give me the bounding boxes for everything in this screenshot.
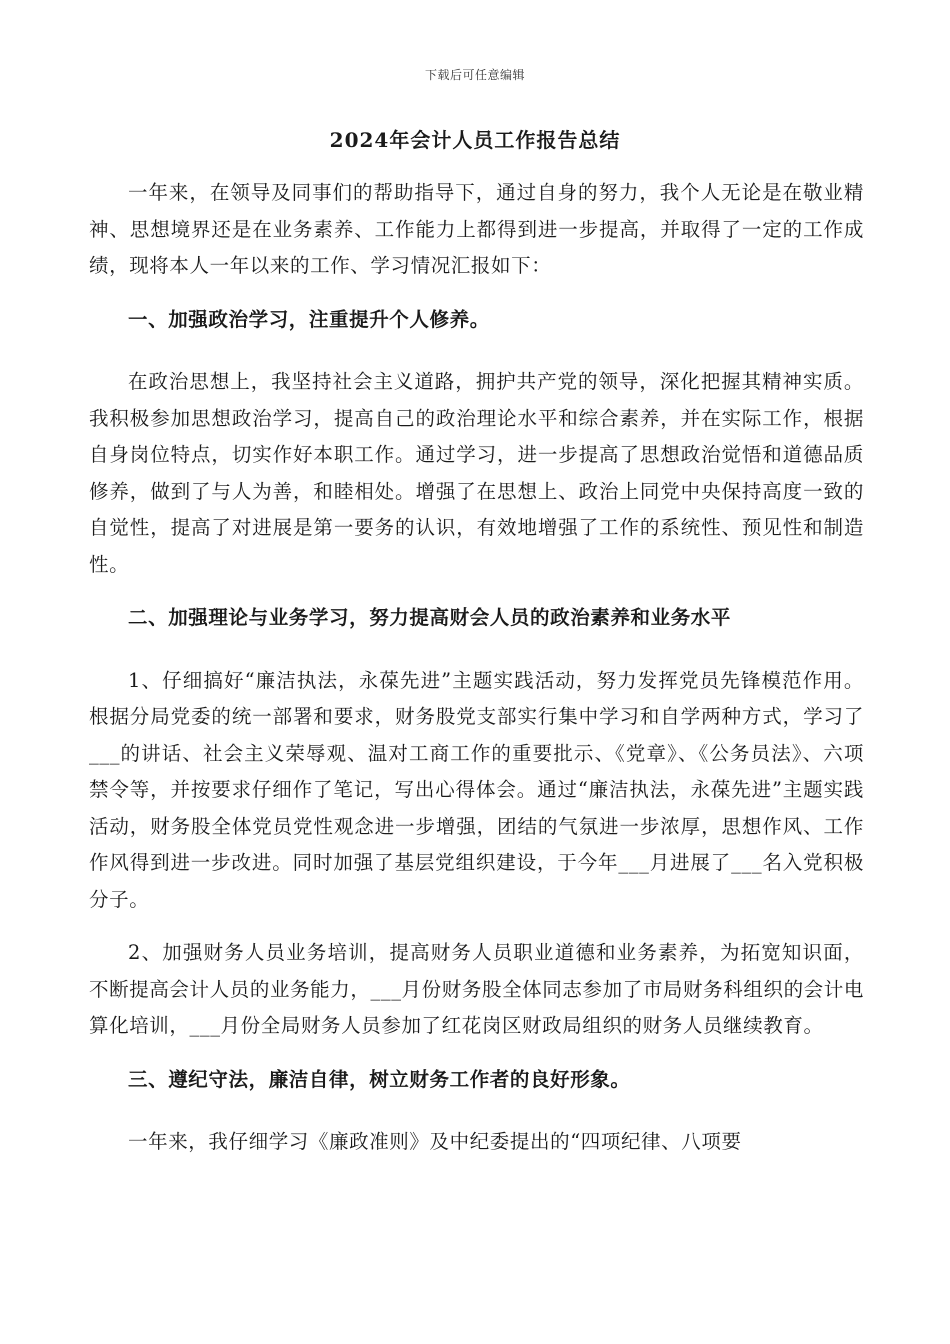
section-1-paragraph-1: 在政治思想上，我坚持社会主义道路，拥护共产党的领导，深化把握其精神实质。我积极参加思想政治学习，提高自己的政治理论水平和综合素养，并在实际工作，根据自身岗位特点，切实作好本职工作。通过学习，进一步提高了思想政治觉悟和道德品质修养，做到了与人为善，和睦相处。增强了在思想上、政治上同党中央保持高度一致的自觉性，提高了对进展是第一要务的认识，有效地增强了工作的系统性、预见性和制造性。 — [89, 370, 864, 576]
document-body — [89, 175, 864, 1161]
section-2-paragraph-1: 1、仔细搞好“廉洁执法，永葆先进”主题实践活动，努力发挥党员先锋模范作用。根据分局党委的统一部署和要求，财务股党支部实行集中学习和自学两种方式，学习了___的讲话、社会主义荣辱观、温对工商工作的重要批示、《党章》、《公务员法》、六项禁令等，并按要求仔细作了笔记，写出心得体会。通过“廉洁执法，永葆先进”主题实践活动，财务股全体党员党性观念进一步增强，团结的气氛进一步浓厚，思想作风、工作作风得到进一步改进。同时加强了基层党组织建设，于今年___月进展了___名入党积极分子。 — [89, 668, 864, 911]
section-3-paragraph-1: 一年来，我仔细学习《廉政准则》及中纪委提出的“四项纪律、八项要 — [128, 1130, 742, 1153]
section-3-heading: 三、遵纪守法，廉洁自律，树立财务工作者的良好形象。 — [128, 1067, 631, 1091]
header-note: 下载后可任意编辑 — [424, 68, 525, 82]
section-2-paragraph-2: 2、加强财务人员业务培训，提高财务人员职业道德和业务素养，为拓宽知识面，不断提高会计人员的业务能力，___月份财务股全体同志参加了市局财务科组织的会计电算化培训，___月份全局财务人员参加了红花岗区财政局组织的财务人员继续教育。 — [89, 941, 864, 1037]
intro-paragraph: 一年来，在领导及同事们的帮助指导下，通过自身的努力，我个人无论是在敬业精神、思想境界还是在业务素养、工作能力上都得到进一步提高，并取得了一定的工作成绩，现将本人一年以来的工作、学习情况汇报如下： — [89, 181, 864, 277]
section-1-heading: 一、加强政治学习，注重提升个人修养。 — [128, 307, 490, 331]
document-title: 2024年会计人员工作报告总结 — [329, 128, 621, 152]
section-2-heading: 二、加强理论与业务学习，努力提高财会人员的政治素养和业务水平 — [128, 606, 732, 629]
